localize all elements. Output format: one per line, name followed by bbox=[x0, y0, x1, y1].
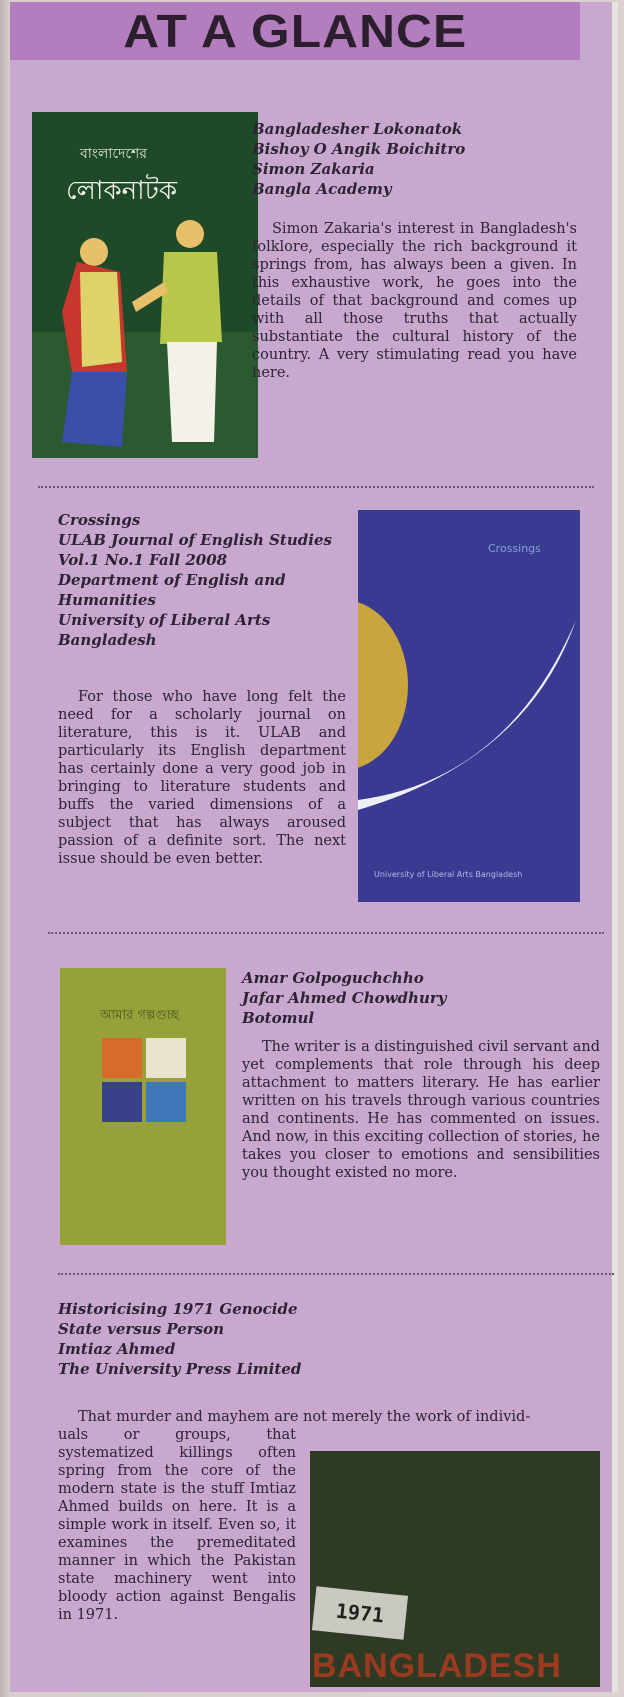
divider bbox=[48, 932, 604, 934]
swoosh-graphic bbox=[358, 510, 580, 902]
journal-volume: Vol.1 No.1 Fall 2008 bbox=[58, 551, 228, 569]
at-a-glance-panel bbox=[10, 2, 618, 1692]
review-1-meta bbox=[252, 119, 465, 199]
section-title: AT A GLANCE bbox=[123, 5, 467, 57]
review-text: That murder and mayhem are not merely the work of individ- bbox=[78, 1409, 531, 1425]
cover-stamp: 1971 bbox=[312, 1586, 408, 1639]
book-subtitle: State versus Person bbox=[58, 1320, 225, 1338]
book-cover-lokonatok bbox=[32, 112, 258, 458]
book-title: Historicising 1971 Genocide bbox=[58, 1300, 298, 1318]
divider bbox=[38, 486, 594, 488]
book-cover-golpoguchchho bbox=[60, 968, 226, 1245]
review-4-meta bbox=[58, 1299, 301, 1379]
book-author: Simon Zakaria bbox=[252, 160, 375, 178]
review-text: Simon Zakaria's interest in Bangladesh's folklore, especially the rich background it springs from, has always been a given. In this exhaustive work, he goes into the details of that background and comes up with all those truths that actually substantiate the cultural history of the country. A very stimulating read you have here. bbox=[252, 221, 577, 381]
review-3-meta bbox=[242, 968, 446, 1028]
review-2-meta bbox=[58, 510, 332, 650]
review-text: For those who have long felt the need for a scholarly journal on literature, this is it. ULAB and particularly its English department has certainly done a very good job in bringing to literature students and buffs the varied dimensions of a subject that has always aroused passion of a definite sort. The next issue should be even better. bbox=[58, 689, 346, 867]
book-subtitle: Bishoy O Angik Boichitro bbox=[252, 140, 466, 158]
journal-subtitle: ULAB Journal of English Studies bbox=[58, 531, 332, 549]
journal-cover-crossings bbox=[358, 510, 580, 902]
book-publisher: Bangla Academy bbox=[252, 180, 392, 198]
journal-university: University of Liberal Arts bbox=[58, 611, 271, 629]
review-3-body bbox=[242, 1038, 600, 1182]
book-author: Jafar Ahmed Chowdhury bbox=[242, 989, 447, 1007]
cover-title: লোকনাটক bbox=[66, 176, 178, 206]
journal-country: Bangladesh bbox=[58, 631, 157, 649]
cover-title: আমার গল্পগুচ্ছ bbox=[100, 1008, 180, 1023]
section-header bbox=[10, 2, 580, 60]
review-2-body bbox=[58, 688, 346, 868]
cover-tile bbox=[102, 1038, 142, 1078]
journal-department-cont: Humanities bbox=[58, 591, 156, 609]
journal-title: Crossings bbox=[58, 511, 141, 529]
journal-department: Department of English and bbox=[58, 571, 286, 589]
book-publisher: Botomul bbox=[242, 1009, 315, 1027]
review-1-body bbox=[252, 220, 577, 382]
divider bbox=[58, 1273, 614, 1275]
review-text: The writer is a distinguished civil servant and yet complements that role through his deep attachment to matters literary. He has earlier written on his travels through various countries and continents. He has commented on issues. And now, in this exciting collection of stories, he takes you closer to emotions and sensibilities you thought existed no more. bbox=[242, 1039, 600, 1181]
cover-title: BANGLADESH bbox=[312, 1647, 562, 1685]
cover-subtitle: বাংলাদেশের bbox=[80, 146, 147, 162]
folk-couple-illustration bbox=[32, 112, 258, 458]
book-cover-genocide bbox=[310, 1451, 600, 1687]
book-author: Imtiaz Ahmed bbox=[58, 1340, 176, 1358]
review-4-body-wide bbox=[58, 1408, 606, 1426]
book-title: Amar Golpoguchchho bbox=[242, 969, 424, 987]
cover-footer: University of Liberal Arts Bangladesh bbox=[374, 870, 523, 879]
review-text-cont: uals or groups, that systematized killings often spring from the core of the modern state is the stuff Imtiaz Ahmed builds on here. It is a simple work in itself. Even so, it examines the premeditated manner in which the Pakistan state machinery went into bloody action against Bengalis in 1971. bbox=[58, 1427, 296, 1623]
cover-tile bbox=[146, 1038, 186, 1078]
book-publisher: The University Press Limited bbox=[58, 1360, 302, 1378]
cover-title: Crossings bbox=[488, 542, 541, 555]
cover-tile bbox=[146, 1082, 186, 1122]
review-4-body-narrow bbox=[58, 1426, 296, 1624]
book-title: Bangladesher Lokonatok bbox=[252, 120, 463, 138]
cover-tile bbox=[102, 1082, 142, 1122]
